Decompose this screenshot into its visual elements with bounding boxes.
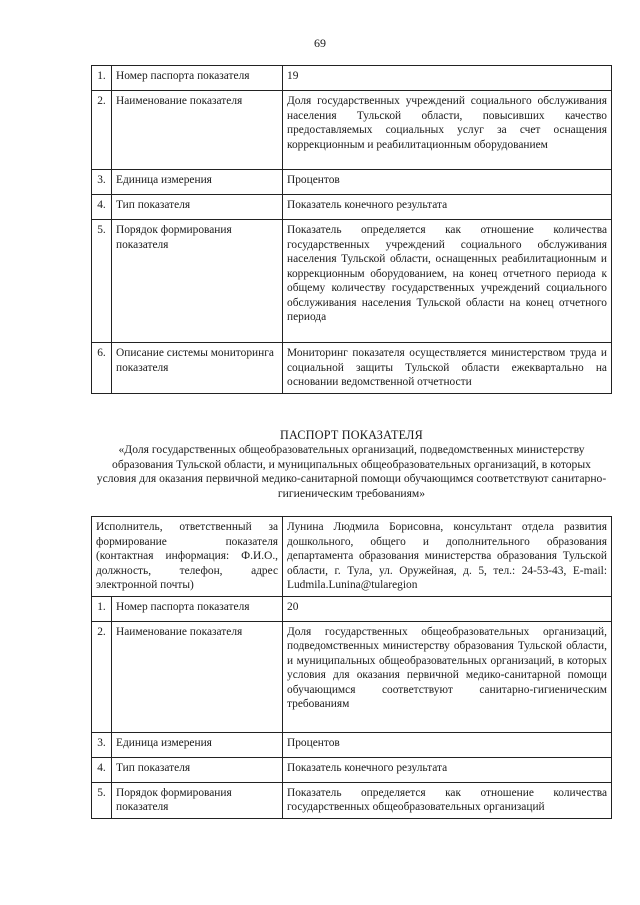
row-label: Тип показателя [112,195,283,220]
row-number: 5. [92,782,112,818]
table-row [92,91,612,170]
table-row [92,220,612,343]
row-value: 19 [283,66,612,91]
row-value: Процентов [283,170,612,195]
row-value: Доля государственных общеобразовательных организаций, подведомственных министерству образования Тульской области, и муниципальных общеобразовательных организаций, в которых условия для оказания первичной медико-санитарной помощи обучающимся соответствуют санитарно-гигиеническим требованиям [283,621,612,732]
table-row [92,621,612,732]
table-row [92,195,612,220]
table-row [92,732,612,757]
table-row [92,170,612,195]
passport-heading [91,428,612,502]
row-number: 2. [92,91,112,170]
row-number: 1. [92,66,112,91]
executor-row [92,517,612,597]
table-row [92,757,612,782]
row-number: 4. [92,195,112,220]
page-number: 69 [314,36,326,50]
table-row [92,343,612,394]
row-label: Описание системы мониторинга показателя [112,343,283,394]
row-value: Показатель конечного результата [283,757,612,782]
row-number: 3. [92,732,112,757]
row-value: Доля государственных учреждений социального обслуживания населения Тульской области, повысивших качество предоставляемых социальных услуг за счет оснащения коррекционным и реабилитационным оборудованием [283,91,612,170]
row-value: Мониторинг показателя осуществляется министерством труда и социальной защиты Тульской области ежеквартально на основании ведомственной отчетности [283,343,612,394]
passport-table-20 [91,516,612,819]
passport-subtitle: «Доля государственных общеобразовательных организаций, подведомственных министерству образования Тульской области, и муниципальных общеобразовательных организаций, в которых условия для оказания первичной медико-санитарной помощи обучающимся соответствуют санитарно-гигиеническим требованиям» [96,442,607,501]
executor-value: Лунина Людмила Борисовна, консультант отдела развития дошкольного, общего и дополнительного образования департамента образования министерства образования Тульской области, г. Тула, ул. Оружейная, д. 5, тел.: 24-53-43, E-mail: Ludmila.Lunina@tularegion [283,517,612,597]
row-number: 2. [92,621,112,732]
row-value: Показатель определяется как отношение количества государственных учреждений социального обслуживания населения Тульской области, оснащенных реабилитационным и коррекционным оборудованием, на конец отчетного периода к общему количеству государственных учреждений социального обслуживания населения Тульской области на конец отчетного периода [283,220,612,343]
row-label: Единица измерения [112,170,283,195]
table-row [92,596,612,621]
row-number: 4. [92,757,112,782]
row-value: 20 [283,596,612,621]
row-number: 6. [92,343,112,394]
passport-table-19 [91,65,612,394]
row-label: Порядок формирования показателя [112,782,283,818]
table-row [92,782,612,818]
row-value: Процентов [283,732,612,757]
row-label: Порядок формирования показателя [112,220,283,343]
row-label: Тип показателя [112,757,283,782]
row-value: Показатель определяется как отношение количества государственных общеобразовательных организаций [283,782,612,818]
executor-label: Исполнитель, ответственный за формирование показателя (контактная информация: Ф.И.О., должность, телефон, адрес электронной почты) [92,517,283,597]
row-label: Номер паспорта показателя [112,596,283,621]
row-number: 3. [92,170,112,195]
row-value: Показатель конечного результата [283,195,612,220]
row-number: 5. [92,220,112,343]
passport-title: ПАСПОРТ ПОКАЗАТЕЛЯ [280,428,423,442]
table-row [92,66,612,91]
row-number: 1. [92,596,112,621]
row-label: Наименование показателя [112,91,283,170]
row-label: Единица измерения [112,732,283,757]
row-label: Наименование показателя [112,621,283,732]
row-label: Номер паспорта показателя [112,66,283,91]
